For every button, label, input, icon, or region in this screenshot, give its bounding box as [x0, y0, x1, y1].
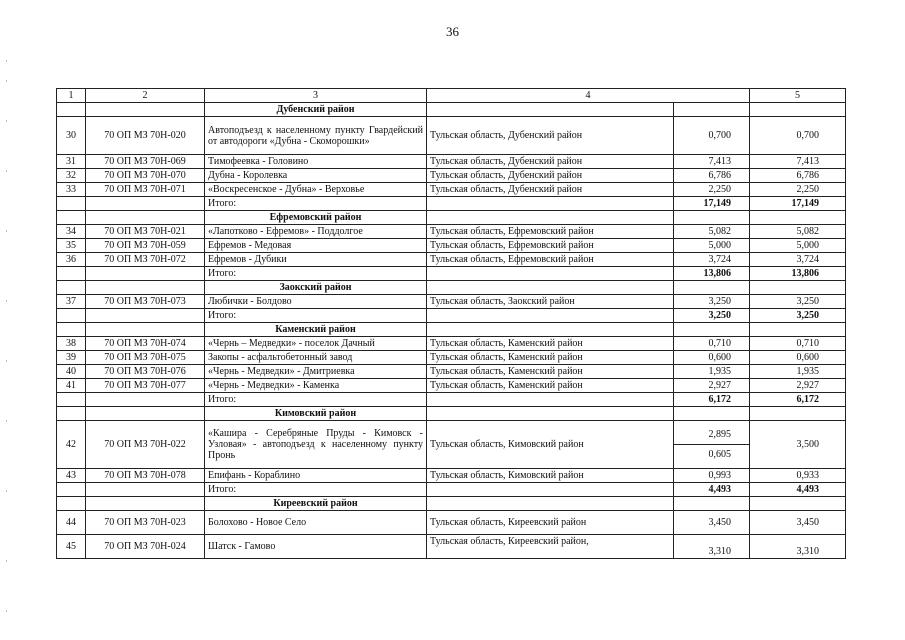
road-name: «Чернь - Медведки» - Каменка [205, 379, 427, 393]
road-total: 2,250 [750, 183, 846, 197]
road-total: 3,500 [750, 421, 846, 469]
table-row [57, 511, 846, 535]
road-length: 3,450 [674, 511, 750, 535]
district-row [57, 281, 846, 295]
road-length: 6,786 [674, 169, 750, 183]
road-length: 1,935 [674, 365, 750, 379]
road-code: 70 ОП МЗ 70Н-023 [86, 511, 205, 535]
road-location: Тульская область, Каменский район [427, 351, 674, 365]
road-code: 70 ОП МЗ 70Н-020 [86, 117, 205, 155]
road-length: 0,600 [674, 351, 750, 365]
road-location: Тульская область, Ефремовский район [427, 253, 674, 267]
road-code: 70 ОП МЗ 70Н-021 [86, 225, 205, 239]
road-length: 0,710 [674, 337, 750, 351]
road-name: Тимофеевка - Головино [205, 155, 427, 169]
margin-marks [6, 60, 8, 620]
row-number: 40 [57, 365, 86, 379]
row-number: 39 [57, 351, 86, 365]
road-length: 3,250 [674, 295, 750, 309]
total-row [57, 393, 846, 407]
total-length: 6,172 [674, 393, 750, 407]
road-total: 5,082 [750, 225, 846, 239]
total-length: 4,493 [674, 483, 750, 497]
header-cell-1: 1 [57, 89, 86, 103]
row-number: 35 [57, 239, 86, 253]
road-length: 2,895 [674, 425, 749, 445]
total-label: Итого: [205, 393, 427, 407]
road-location: Тульская область, Заокский район [427, 295, 674, 309]
table-row [57, 379, 846, 393]
road-length: 3,724 [674, 253, 750, 267]
row-number: 37 [57, 295, 86, 309]
district-title: Киреевский район [205, 497, 427, 511]
table-row [57, 337, 846, 351]
row-number: 41 [57, 379, 86, 393]
road-name: Любички - Болдово [205, 295, 427, 309]
road-name: «Чернь – Медведки» - поселок Дачный [205, 337, 427, 351]
total-sum: 13,806 [750, 267, 846, 281]
table-row [57, 239, 846, 253]
total-row [57, 267, 846, 281]
roads-table [56, 88, 846, 559]
table-row [57, 225, 846, 239]
road-code: 70 ОП МЗ 70Н-076 [86, 365, 205, 379]
total-label: Итого: [205, 267, 427, 281]
road-code: 70 ОП МЗ 70Н-074 [86, 337, 205, 351]
total-label: Итого: [205, 309, 427, 323]
road-total: 6,786 [750, 169, 846, 183]
district-title: Дубенский район [205, 103, 427, 117]
total-sum: 6,172 [750, 393, 846, 407]
district-row [57, 103, 846, 117]
road-total: 0,700 [750, 117, 846, 155]
total-label: Итого: [205, 483, 427, 497]
district-title: Кимовский район [205, 407, 427, 421]
road-location: Тульская область, Дубенский район [427, 155, 674, 169]
road-name: Ефремов - Медовая [205, 239, 427, 253]
road-location: Тульская область, Киреевский район, [427, 535, 674, 559]
road-code: 70 ОП МЗ 70Н-073 [86, 295, 205, 309]
road-total: 1,935 [750, 365, 846, 379]
road-total: 0,710 [750, 337, 846, 351]
road-total: 2,927 [750, 379, 846, 393]
row-number: 36 [57, 253, 86, 267]
row-number: 45 [57, 535, 86, 559]
road-total: 7,413 [750, 155, 846, 169]
table-row [57, 535, 846, 559]
road-name: «Кашира - Серебряные Пруды - Кимовск - Узловая» - автоподъезд к населенному пункту Пронь [205, 421, 427, 469]
road-length-secondary: 0,605 [708, 449, 731, 460]
total-label: Итого: [205, 197, 427, 211]
road-name: Шатск - Гамово [205, 535, 427, 559]
table-row [57, 183, 846, 197]
road-code: 70 ОП МЗ 70Н-069 [86, 155, 205, 169]
table-row [57, 351, 846, 365]
road-location: Тульская область, Кимовский район [427, 469, 674, 483]
table-row [57, 365, 846, 379]
total-row [57, 309, 846, 323]
road-code: 70 ОП МЗ 70Н-024 [86, 535, 205, 559]
table-row [57, 155, 846, 169]
road-name: Закопы - асфальтобетонный завод [205, 351, 427, 365]
road-location: Тульская область, Кимовский район [427, 421, 674, 469]
road-name: «Чернь - Медведки» - Дмитриевка [205, 365, 427, 379]
total-row [57, 483, 846, 497]
road-total: 3,250 [750, 295, 846, 309]
district-row [57, 211, 846, 225]
road-code: 70 ОП МЗ 70Н-072 [86, 253, 205, 267]
road-name: «Воскресенское - Дубна» - Верховье [205, 183, 427, 197]
road-total: 3,310 [750, 535, 846, 559]
road-code: 70 ОП МЗ 70Н-077 [86, 379, 205, 393]
road-total: 3,450 [750, 511, 846, 535]
row-number: 31 [57, 155, 86, 169]
row-number: 32 [57, 169, 86, 183]
total-length: 13,806 [674, 267, 750, 281]
road-length: 5,082 [674, 225, 750, 239]
road-total: 0,933 [750, 469, 846, 483]
road-length: 0,993 [674, 469, 750, 483]
total-row [57, 197, 846, 211]
header-cell-2: 2 [86, 89, 205, 103]
table-row [57, 253, 846, 267]
road-length: 7,413 [674, 155, 750, 169]
district-title: Ефремовский район [205, 211, 427, 225]
row-number: 34 [57, 225, 86, 239]
road-location: Тульская область, Ефремовский район [427, 239, 674, 253]
table-row [57, 469, 846, 483]
total-sum: 4,493 [750, 483, 846, 497]
road-length-split [674, 421, 750, 469]
total-sum: 3,250 [750, 309, 846, 323]
row-number: 42 [57, 421, 86, 469]
road-name: Епифань - Кораблино [205, 469, 427, 483]
road-location: Тульская область, Дубенский район [427, 169, 674, 183]
road-code: 70 ОП МЗ 70Н-022 [86, 421, 205, 469]
row-number: 44 [57, 511, 86, 535]
table-row [57, 421, 846, 469]
road-location: Тульская область, Ефремовский район [427, 225, 674, 239]
road-name: Ефремов - Дубики [205, 253, 427, 267]
road-length: 2,250 [674, 183, 750, 197]
road-name: Дубна - Королевка [205, 169, 427, 183]
district-row [57, 407, 846, 421]
total-sum: 17,149 [750, 197, 846, 211]
district-title: Заокский район [205, 281, 427, 295]
road-name: Автоподъезд к населенному пункту Гвардейский от автодороги «Дубна - Скоморошки» [205, 117, 427, 155]
road-code: 70 ОП МЗ 70Н-078 [86, 469, 205, 483]
row-number: 30 [57, 117, 86, 155]
road-name: «Лапотково - Ефремов» - Поддолгое [205, 225, 427, 239]
road-length: 5,000 [674, 239, 750, 253]
road-name: Болохово - Новое Село [205, 511, 427, 535]
road-code: 70 ОП МЗ 70Н-059 [86, 239, 205, 253]
road-location: Тульская область, Каменский район [427, 365, 674, 379]
road-location: Тульская область, Каменский район [427, 337, 674, 351]
road-total: 5,000 [750, 239, 846, 253]
district-title: Каменский район [205, 323, 427, 337]
row-number: 38 [57, 337, 86, 351]
table-row [57, 295, 846, 309]
road-length: 0,700 [674, 117, 750, 155]
total-length: 3,250 [674, 309, 750, 323]
row-number: 43 [57, 469, 86, 483]
road-code: 70 ОП МЗ 70Н-071 [86, 183, 205, 197]
page-number: 36 [446, 24, 459, 39]
header-row [57, 89, 846, 103]
road-location: Тульская область, Дубенский район [427, 183, 674, 197]
row-number: 33 [57, 183, 86, 197]
road-length: 2,927 [674, 379, 750, 393]
district-row [57, 323, 846, 337]
district-row [57, 497, 846, 511]
road-code: 70 ОП МЗ 70Н-070 [86, 169, 205, 183]
road-code: 70 ОП МЗ 70Н-075 [86, 351, 205, 365]
header-cell-4: 4 [427, 89, 750, 103]
road-length: 3,310 [674, 535, 750, 559]
road-location: Тульская область, Дубенский район [427, 117, 674, 155]
header-cell-5: 5 [750, 89, 846, 103]
table-row [57, 169, 846, 183]
road-total: 3,724 [750, 253, 846, 267]
table-row [57, 117, 846, 155]
road-total: 0,600 [750, 351, 846, 365]
total-length: 17,149 [674, 197, 750, 211]
road-location: Тульская область, Киреевский район [427, 511, 674, 535]
header-cell-3: 3 [205, 89, 427, 103]
road-location: Тульская область, Каменский район [427, 379, 674, 393]
